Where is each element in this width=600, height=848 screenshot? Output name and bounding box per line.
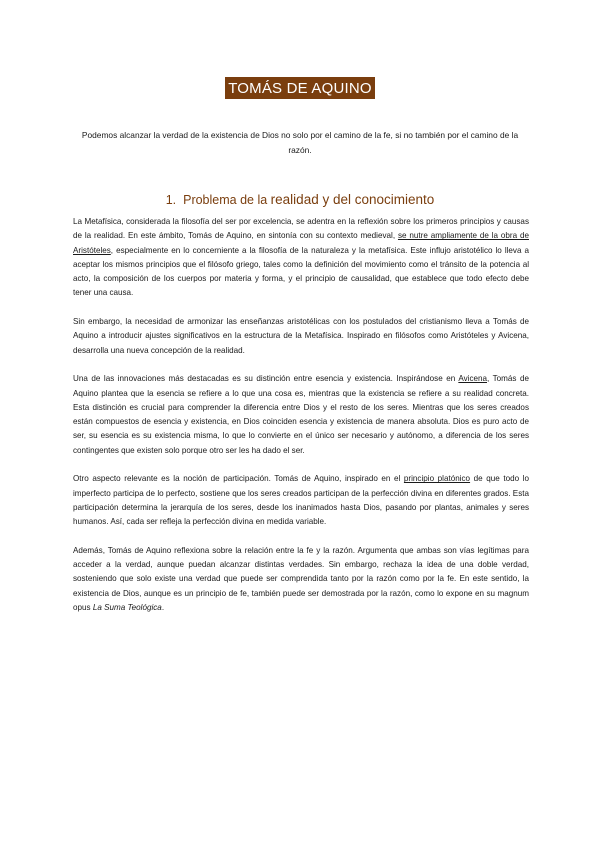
section-heading-part1: Problema de la: [183, 193, 268, 207]
paragraph-5: [73, 544, 529, 615]
p3-text-a: Una de las innovaciones más destacadas es su distinción entre esencia y existencia. Inspirándose en: [73, 374, 456, 384]
p5-book-title: La Suma Teológica: [92, 603, 162, 613]
section-heading: [0, 192, 600, 207]
p4-text-a: Otro aspecto relevante es la noción de participación. Tomás de Aquino, inspirado en el: [73, 474, 401, 484]
section-heading-part2: realidad y del conocimiento: [270, 192, 435, 207]
paragraph-4: [73, 472, 529, 529]
page-title: TOMÁS DE AQUINO: [225, 77, 375, 99]
title-block: [0, 77, 600, 99]
p5-text-a: Además, Tomás de Aquino reflexiona sobre la relación entre la fe y la razón. Argumenta que ambas son vías legítimas para acceder a la verdad, aunque puedan alcanzar distintas verdades. Sin embargo, rechaza la idea de una doble verdad, sosteniendo que solo existe una verdad que puede ser comprendida tanto por la razón como por la fe. En este sentido, la existencia de Dios, aunque es un principio de fe, también puede ser demostrada por la razón, como lo expone en su magnum opus: [73, 545, 529, 613]
p4-link-platonico[interactable]: principio platónico: [403, 474, 471, 484]
p4-text-b: de que todo lo imperfecto participa de lo perfecto, sostiene que los seres creados participan de la perfección divina en diferentes grados. Esta participación determina la jerarquía de los seres, desde los inanimados hasta Dios, pasando por plantas, animales y seres humanos. Así, cada ser refleja la perfección divina en medida variable.: [73, 474, 529, 527]
paragraph-3: [73, 372, 529, 458]
p3-text-b: , Tomás de Aquino plantea que la esencia se refiere a lo que una cosa es, mientras que la existencia se refiere a su realidad concreta. Esta distinción es crucial para comprender la diferencia entre Dios y el resto de los seres. Mientras que los seres creados están compuestos de esencia y existencia, en Dios coinciden esencia y existencia de manera absoluta. Dios es puro acto de ser, su esencia es su existencia misma, lo que lo convierte en el único ser necesario y autónomo, a diferencia de los seres contingentes que existen solo porque otro ser les ha dado el ser.: [73, 374, 529, 455]
p5-text-b: .: [161, 603, 165, 613]
paragraph-2: Sin embargo, la necesidad de armonizar las enseñanzas aristotélicas con los postulados del cristianismo lleva a Tomás de Aquino a introducir ajustes significativos en la estructura de la Metafísica. Inspirado en filósofos como Aristóteles y Avicena, desarrolla una nueva concepción de la realidad.: [73, 317, 529, 355]
body-text: [73, 215, 529, 630]
p1-text-a: La Metafísica, considerada la filosofía del ser por excelencia, se adentra en la reflexión sobre los primeros principios y causas de la realidad. En este ámbito, Tomás de Aquino, en sintonía con su contexto medieval,: [73, 217, 529, 241]
p1-link[interactable]: se nutre ampliamente de la obra de Aristóteles: [73, 231, 529, 255]
p1-text-b: , especialmente en lo concerniente a la filosofía de la naturaleza y la metafísica. Este influjo aristotélico lo lleva a aceptar los mismos principios que el filósofo griego, tales como la definición del movimiento como el tránsito de la potencia al acto, la composición de los cuerpos por materia y forma, y el principio de causalidad, que establece que todo efecto debe tener una causa.: [73, 245, 529, 298]
paragraph-1: [73, 215, 529, 301]
section-number: 1.: [165, 193, 177, 207]
subtitle: Podemos alcanzar la verdad de la existencia de Dios no solo por el camino de la fe, si no también por el camino de la razón.: [81, 130, 519, 155]
p3-link-avicena[interactable]: Avicena: [458, 374, 487, 384]
